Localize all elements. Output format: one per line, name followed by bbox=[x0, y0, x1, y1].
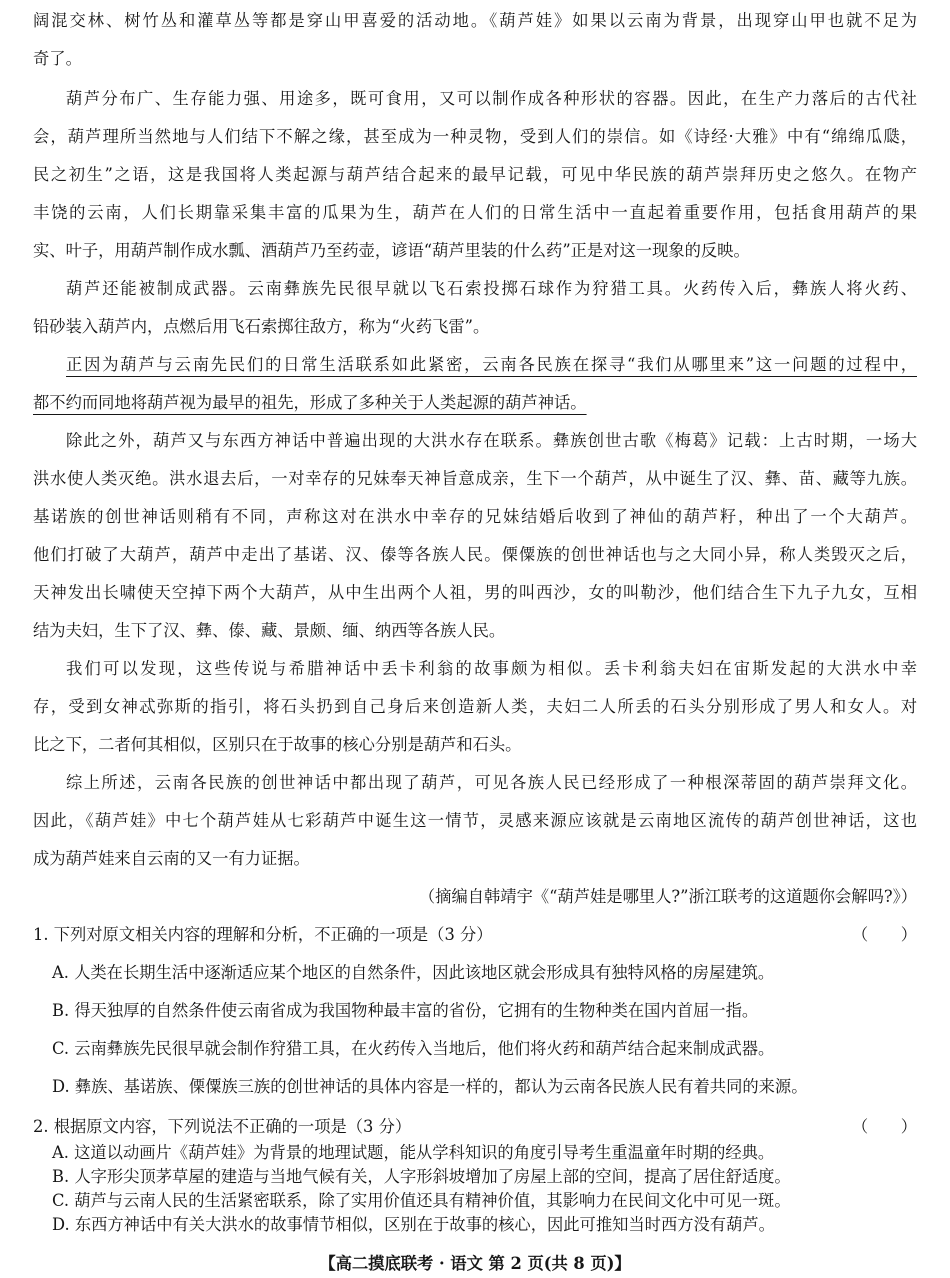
passage-line: 洪水使人类灭绝。洪水退去后，一对幸存的兄妹奉天神旨意成亲，生下一个葫芦，从中诞生了汉、彝、苗、藏等九族。 bbox=[33, 469, 917, 488]
underlined-passage-line: 正因为葫芦与云南先民们的日常生活联系如此紧密，云南各民族在探寻“我们从哪里来”这一问题的过程中， bbox=[66, 355, 917, 374]
question-2-option-c[interactable]: C. 葫芦与云南人民的生活紧密联系，除了实用价值还具有精神价值，其影响力在民间文化中可见一斑。 bbox=[52, 1191, 791, 1210]
passage-line: 我们可以发现，这些传说与希腊神话中丢卡利翁的故事颇为相似。丢卡利翁夫妇在宙斯发起的大洪水中幸 bbox=[66, 659, 917, 678]
passage-line: 奇了。 bbox=[33, 49, 82, 68]
passage-line: 比之下，二者何其相似，区别只在于故事的核心分别是葫芦和石头。 bbox=[33, 735, 522, 754]
question-2-option-b[interactable]: B. 人字形尖顶茅草屋的建造与当地气候有关，人字形斜坡增加了房屋上部的空间，提高了居住舒适度。 bbox=[52, 1167, 791, 1186]
question-1-option-d[interactable]: D. 彝族、基诺族、傈僳族三族的创世神话的具体内容是一样的，都认为云南各民族人民有着共同的来源。 bbox=[52, 1077, 808, 1096]
question-1-text: 1. 下列对原文相关内容的理解和分析，不正确的一项是（3 分） bbox=[33, 925, 493, 944]
passage-line: 结为夫妇，生下了汉、彝、傣、藏、景颇、缅、纳西等各族人民。 bbox=[33, 621, 506, 640]
page-footer bbox=[0, 1250, 950, 1274]
passage-line: 因此，《葫芦娃》中七个葫芦娃从七彩葫芦中诞生这一情节，灵感来源应该就是云南地区流传的葫芦创世神话，这也 bbox=[33, 811, 917, 830]
passage-line: 实、叶子，用葫芦制作成水瓢、酒葫芦乃至药壶，谚语“葫芦里装的什么药”正是对这一现象的反映。 bbox=[33, 241, 750, 260]
passage-line: 除此之外，葫芦又与东西方神话中普遍出现的大洪水存在联系。彝族创世古歌《梅葛》记载：上古时期，一场大 bbox=[66, 431, 917, 450]
passage-line: 民之初生”之语，这是我国将人类起源与葫芦结合起来的最早记载，可见中华民族的葫芦崇拜历史之悠久。在物产 bbox=[33, 165, 917, 184]
passage-line: 阔混交林、树竹丛和灌草丛等都是穿山甲喜爱的活动地。《葫芦娃》如果以云南为背景，出现穿山甲也就不足为 bbox=[33, 11, 917, 30]
passage-line: 综上所述，云南各民族的创世神话中都出现了葫芦，可见各族人民已经形成了一种根深蒂固的葫芦崇拜文化。 bbox=[66, 773, 917, 792]
question-2-option-a[interactable]: A. 这道以动画片《葫芦娃》为背景的地理试题，能从学科知识的角度引导考生重温童年时期的经典。 bbox=[52, 1143, 775, 1162]
passage-line: 丰饶的云南，人们长期靠采集丰富的瓜果为生，葫芦在人们的日常生活中一直起着重要作用，包括食用葫芦的果 bbox=[33, 203, 917, 222]
passage-line: 葫芦分布广、生存能力强、用途多，既可食用，又可以制作成各种形状的容器。因此，在生产力落后的古代社 bbox=[66, 89, 917, 108]
passage-line: 天神发出长啸使天空掉下两个大葫芦，从中生出两个人祖，男的叫西沙，女的叫勒沙，他们结合生下九子九女，互相 bbox=[33, 583, 917, 602]
question-1-option-a[interactable]: A. 人类在长期生活中逐渐适应某个地区的自然条件，因此该地区就会形成具有独特风格的房屋建筑。 bbox=[52, 963, 775, 982]
passage-line: 葫芦还能被制成武器。云南彝族先民很早就以飞石索投掷石球作为狩猎工具。火药传入后，彝族人将火药、 bbox=[66, 279, 917, 298]
underlined-passage-line: 都不约而同地将葫芦视为最早的祖先，形成了多种关于人类起源的葫芦神话。 bbox=[33, 393, 587, 412]
question-1-option-c[interactable]: C. 云南彝族先民很早就会制作狩猎工具，在火药传入当地后，他们将火药和葫芦结合起来制成武器。 bbox=[52, 1039, 775, 1058]
footer-page-number: 第 2 页(共 8 页)】 bbox=[488, 1254, 631, 1273]
question-1-stem bbox=[33, 924, 917, 946]
question-2-stem bbox=[33, 1116, 917, 1138]
answer-blank[interactable]: （ ） bbox=[851, 925, 917, 944]
source-citation: （摘编自韩靖宇《“葫芦娃是哪里人?”浙江联考的这道题你会解吗?》） bbox=[418, 887, 917, 906]
passage-line: 基诺族的创世神话则稍有不同，声称这对在洪水中幸存的兄妹结婚后收到了神仙的葫芦籽，种出了一个大葫芦。 bbox=[33, 507, 917, 526]
footer-exam-title: 【高二摸底联考 · 语文 bbox=[319, 1254, 483, 1273]
question-2-option-d[interactable]: D. 东西方神话中有关大洪水的故事情节相似，区别在于故事的核心，因此可推知当时西方没有葫芦。 bbox=[52, 1215, 775, 1234]
passage-line: 会，葫芦理所当然地与人们结下不解之缘，甚至成为一种灵物，受到人们的崇信。如《诗经·大雅》中有“绵绵瓜瓞， bbox=[33, 127, 917, 146]
question-1-option-b[interactable]: B. 得天独厚的自然条件使云南省成为我国物种最丰富的省份，它拥有的生物种类在国内首屈一指。 bbox=[52, 1001, 759, 1020]
passage-line: 他们打破了大葫芦，葫芦中走出了基诺、汉、傣等各族人民。傈僳族的创世神话也与之大同小异，称人类毁灭之后， bbox=[33, 545, 917, 564]
passage-line: 铅砂装入葫芦内，点燃后用飞石索掷往敌方，称为“火药飞雷”。 bbox=[33, 317, 490, 336]
question-2-text: 2. 根据原文内容，下列说法不正确的一项是（3 分） bbox=[33, 1117, 412, 1136]
passage-line: 存，受到女神忒弥斯的指引，将石头扔到自己身后来创造新人类，夫妇二人所丢的石头分别形成了男人和女人。对 bbox=[33, 697, 917, 716]
passage-line: 成为葫芦娃来自云南的又一有力证据。 bbox=[33, 849, 310, 868]
answer-blank[interactable]: （ ） bbox=[851, 1117, 917, 1136]
